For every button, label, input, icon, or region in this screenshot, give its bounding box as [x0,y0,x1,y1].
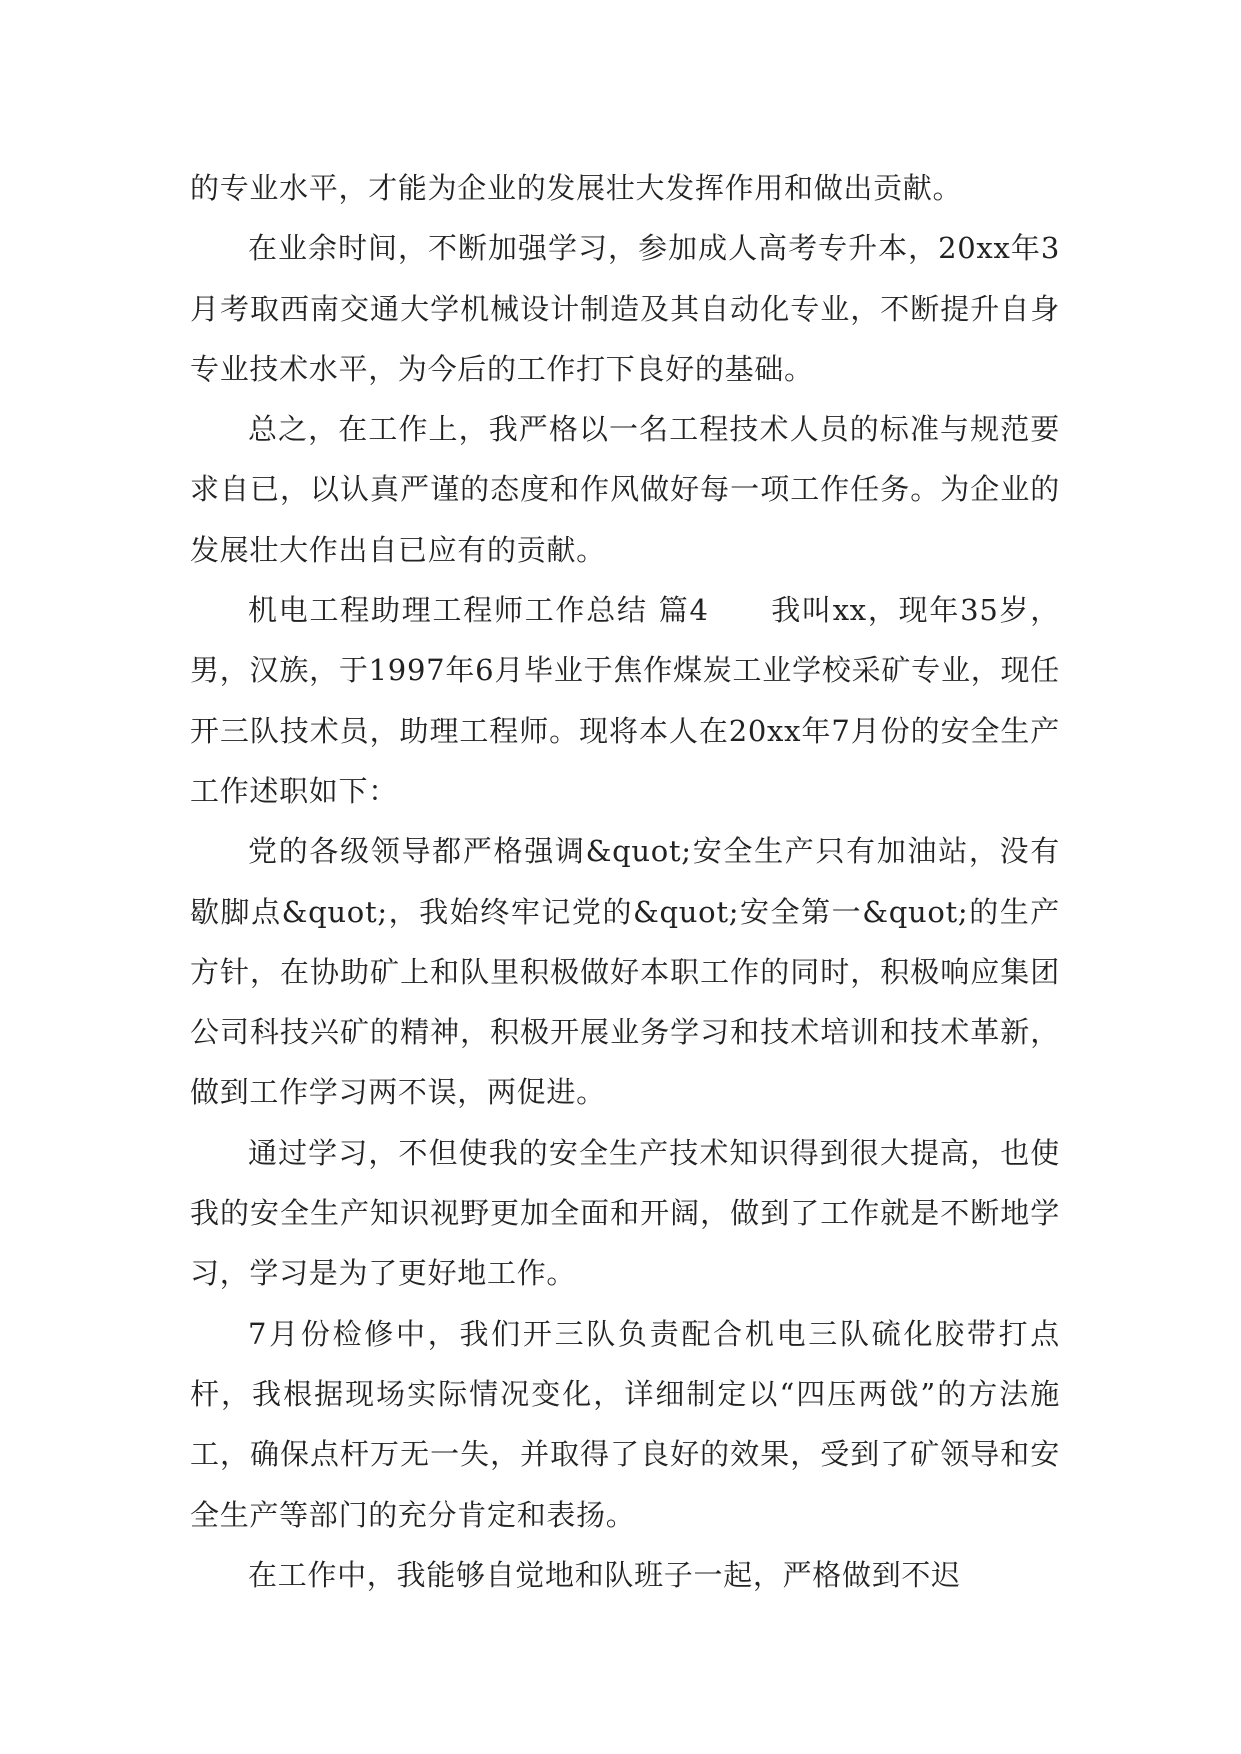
paragraph-1: 的专业水平，才能为企业的发展壮大发挥作用和做出贡献。 [190,171,963,205]
paragraph-4: 机电工程助理工程师工作总结 篇4 我叫xx，现年35岁，男，汉族，于1997年6月毕业于焦作煤炭工业学校采矿专业，现任开三队技术员，助理工程师。现将本人在20xx年7月份的安全生产工作述职如下： [190,593,1060,808]
paragraph-3: 总之，在工作上，我严格以一名工程技术人员的标准与规范要求自已，以认真严谨的态度和作风做好每一项工作任务。为企业的发展壮大作出自已应有的贡献。 [190,412,1060,567]
paragraph-6: 通过学习，不但使我的安全生产技术知识得到很大提高，也使我的安全生产知识视野更加全面和开阔，做到了工作就是不断地学习，学习是为了更好地工作。 [190,1135,1060,1291]
paragraph-2: 在业余时间，不断加强学习，参加成人高考专升本，20xx年3月考取西南交通大学机械设计制造及其自动化专业，不断提升自身专业技术水平，为今后的工作打下良好的基础。 [190,231,1060,386]
paragraph-8: 在工作中，我能够自觉地和队班子一起，严格做到不迟 [248,1557,961,1592]
paragraph-5: 党的各级领导都严格强调&quot;安全生产只有加油站，没有歇脚点&quot;，我始终牢记党的&quot;安全第一&quot;的生产方针，在协助矿上和队里积极做好本职工作的同时，积极响应集团公司科技兴矿的精神，积极开展业务学习和技术培训和技术革新，做到工作学习两不误，两促进。 [190,834,1060,1110]
document-body [190,158,1060,1605]
paragraph-7: 7月份检修中，我们开三队负责配合机电三队硫化胶带打点杆，我根据现场实际情况变化，详细制定以“四压两戗”的方法施工，确保点杆万无一失，并取得了良好的效果，受到了矿领导和安全生产等部门的充分肯定和表扬。 [190,1316,1060,1532]
